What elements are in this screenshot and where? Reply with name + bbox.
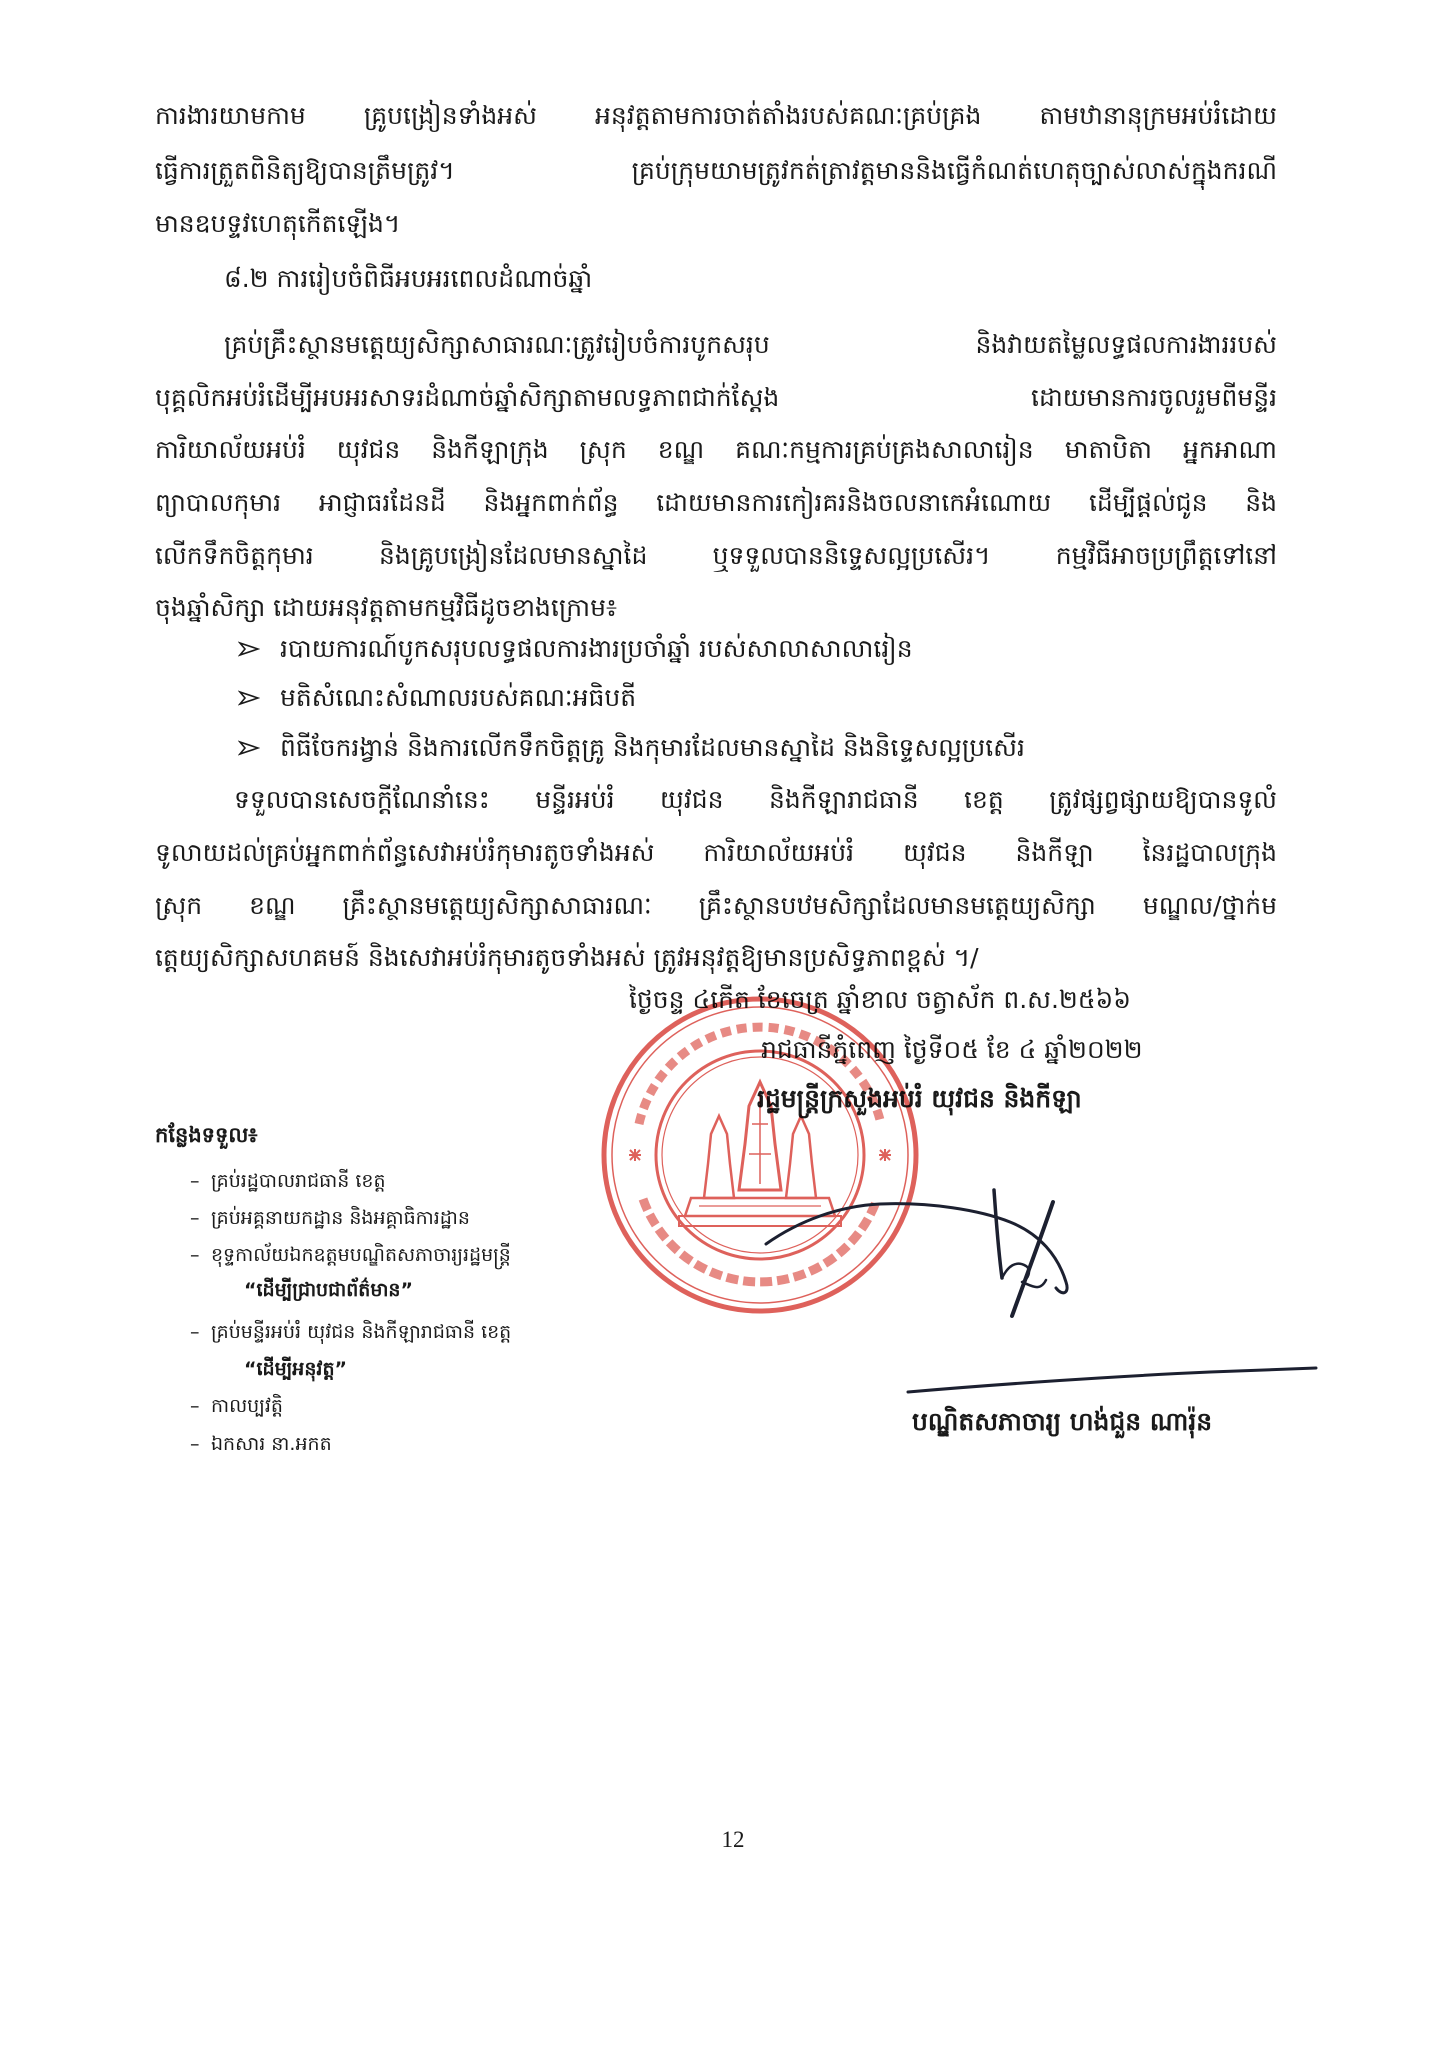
body-line: ការិយាល័យអប់រំ យុវជន និងកីឡាក្រុង ស្រុក ខណ្ឌ គណៈកម្មការគ្រប់គ្រងសាលារៀន មាតាបិតា អ្នកអាណា xyxy=(155,435,1277,464)
list-dash: – xyxy=(190,1244,200,1266)
body-line: មានឧបទ្ទវហេតុកើតឡើង។ xyxy=(155,209,401,238)
bullet-item: របាយការណ៍បូកសរុបលទ្ធផលការងារប្រចាំឆ្នាំ របស់សាលាសាលារៀន xyxy=(280,634,913,663)
section-heading: ៨.២ ការរៀបចំពិធីអបអរពេលដំណាច់ឆ្នាំ xyxy=(224,264,593,293)
bullet-item: មតិសំណេះសំណាលរបស់គណៈអធិបតី xyxy=(280,683,637,712)
body-line: ព្យាបាលកុមារ អាជ្ញាធរដែនដី និងអ្នកពាក់ព័ន្ធ ដោយមានការកៀរគរនិងចលនាកេអំណោយ ដើម្បីផ្តល់ជូន និង xyxy=(155,488,1277,517)
list-dash: – xyxy=(190,1395,200,1417)
recipient-note: “ដើម្បីអនុវត្ត” xyxy=(244,1358,347,1380)
recipient-item: ខុទ្ទកាល័យឯកឧត្តមបណ្ឌិតសភាចារ្យរដ្ឋមន្ត្រី xyxy=(211,1244,511,1266)
solar-date: រាជធានីភ្នំពេញ ថ្ងៃទី០៥ ខែ ៤ ឆ្នាំ២០២២ xyxy=(761,1035,1143,1064)
body-line: គ្រប់គ្រឹះស្ថានមត្តេយ្យសិក្សាសាធារណៈត្រូវរៀបចំការបូកសរុប និងវាយតម្លៃលទ្ធផលការងាររបស់ xyxy=(224,330,1277,359)
arrowhead-bullet-icon xyxy=(238,641,260,657)
recipient-item: ឯកសារ នា.អកត xyxy=(211,1433,332,1455)
signatory-name: បណ្ឌិតសភាចារ្យ ហង់ជួន ណារ៉ុន xyxy=(912,1407,1213,1436)
list-dash: – xyxy=(190,1207,200,1229)
list-dash: – xyxy=(190,1433,200,1455)
list-dash: – xyxy=(190,1321,200,1343)
recipient-note: “ដើម្បីជ្រាបជាព័ត៌មាន” xyxy=(244,1279,413,1301)
body-line: ទូលាយដល់គ្រប់អ្នកពាក់ព័ន្ធសេវាអប់រំកុមារតូចទាំងអស់ ការិយាល័យអប់រំ យុវជន និងកីឡា នៃរដ្ឋបាលក្រុង xyxy=(155,838,1277,867)
body-line: ធ្វើការត្រួតពិនិត្យឱ្យបានត្រឹមត្រូវ។ គ្រប់ក្រុមយាមត្រូវកត់ត្រាវត្តមាននិងធ្វើកំណត់ហេតុច្បាស់លាស់ក្នុងករណី xyxy=(155,156,1277,185)
arrowhead-bullet-icon xyxy=(238,690,260,706)
recipient-item: គ្រប់មន្ទីរអប់រំ យុវជន និងកីឡារាជធានី ខេត្ត xyxy=(211,1321,512,1343)
body-line: ទទួលបានសេចក្តីណែនាំនេះ មន្ទីរអប់រំ យុវជន និងកីឡារាជធានី ខេត្ត ត្រូវផ្សព្វផ្សាយឱ្យបានទូលំ xyxy=(234,785,1277,814)
list-dash: – xyxy=(190,1170,200,1192)
bullet-item: ពិធីចែករង្វាន់ និងការលើកទឹកចិត្តគ្រូ និងកុមារដែលមានស្នាដៃ និងនិទ្ទេសល្អប្រសើរ xyxy=(280,733,1025,762)
recipients-heading: កន្លែងទទួល៖ xyxy=(155,1123,258,1147)
body-line: បុគ្គលិកអប់រំដើម្បីអបអរសាទរដំណាច់ឆ្នាំសិក្សាតាមលទ្ធភាពជាក់ស្តែង ដោយមានការចូលរួមពីមន្ទីរ xyxy=(155,383,1277,412)
signatory-title: រដ្ឋមន្ត្រីក្រសួងអប់រំ យុវជន និងកីឡា xyxy=(757,1084,1082,1113)
arrowhead-bullet-icon xyxy=(238,740,260,756)
lunar-date: ថ្ងៃចន្ទ ៤កើត ខែចេត្រ ឆ្នាំខាល ចត្វាស័ក ព.ស.២៥៦៦ xyxy=(629,985,1131,1014)
body-line: ការងារយាមកាម គ្រូបង្រៀនទាំងអស់ អនុវត្តតាមការចាត់តាំងរបស់គណៈគ្រប់គ្រង តាមឋានានុក្រមអប់រំដោយ xyxy=(155,101,1277,130)
body-line: ស្រុក ខណ្ឌ គ្រឹះស្ថានមត្តេយ្យសិក្សាសាធារណៈ គ្រឹះស្ថានបឋមសិក្សាដែលមានមត្តេយ្យសិក្សា មណ្ឌល/ថ្នាក់ម xyxy=(155,891,1277,920)
page-number: 12 xyxy=(721,1827,745,1852)
recipient-item: គ្រប់អគ្គនាយកដ្ឋាន និងអគ្គាធិការដ្ឋាន xyxy=(211,1207,470,1229)
recipient-item: គ្រប់រដ្ឋបាលរាជធានី ខេត្ត xyxy=(211,1170,386,1192)
recipient-item: កាលប្បវត្តិ xyxy=(211,1395,283,1417)
body-line: លើកទឹកចិត្តកុមារ និងគ្រូបង្រៀនដែលមានស្នាដៃ ឬទទួលបាននិទ្ទេសល្អប្រសើរ។ កម្មវិធីអាចប្រព្រឹត្តទៅនៅ xyxy=(155,541,1277,570)
body-line: ត្តេយ្យសិក្សាសហគមន៍ និងសេវាអប់រំកុមារតូចទាំងអស់ ត្រូវអនុវត្តឱ្យមានប្រសិទ្ធភាពខ្ពស់ ។/ xyxy=(155,943,979,972)
handwritten-signature xyxy=(740,1170,1330,1402)
body-line: ចុងឆ្នាំសិក្សា ដោយអនុវត្តតាមកម្មវិធីដូចខាងក្រោម៖ xyxy=(155,593,617,622)
